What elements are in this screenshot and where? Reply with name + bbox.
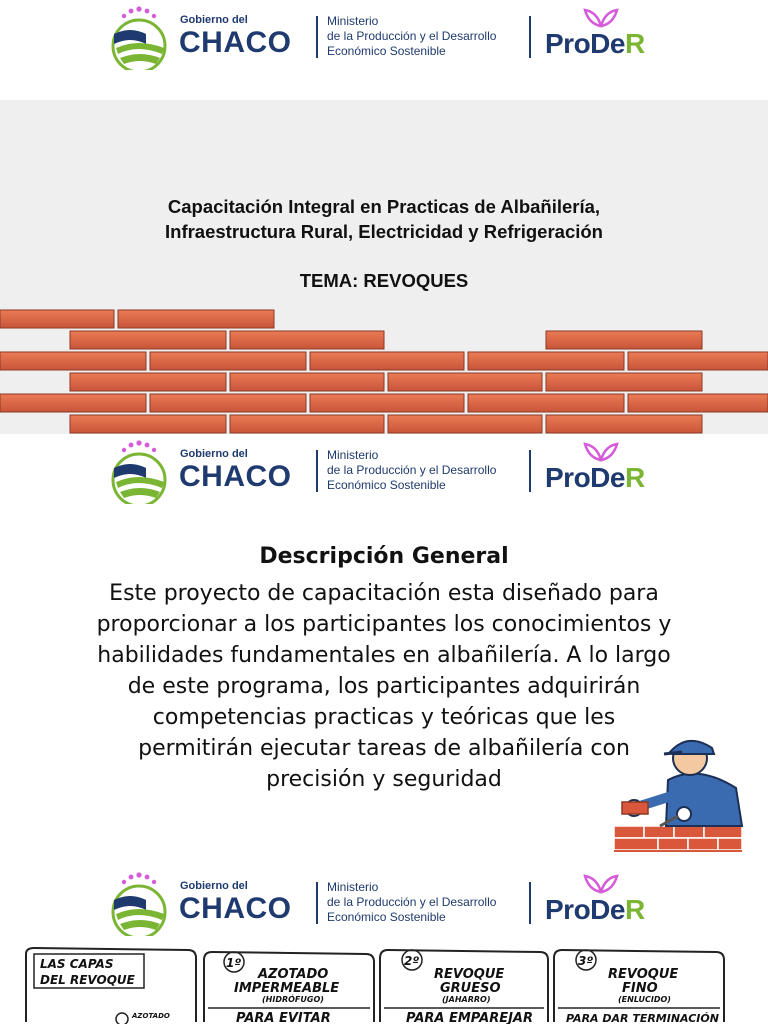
separator — [316, 16, 318, 58]
proder-leaf-icon — [581, 6, 621, 28]
header-banner-2 — [0, 434, 768, 534]
layer-3-subtitle: FINO — [622, 981, 658, 996]
brick-wall-illustration — [0, 308, 768, 434]
separator — [529, 450, 531, 492]
layer-1-purpose: PARA EVITAR — [236, 1011, 331, 1024]
ministerio-text: Ministerio de la Producción y el Desarrollo Económico Sostenible — [327, 448, 497, 492]
layer-2-title: REVOQUE — [434, 967, 505, 982]
layer-2-subtitle: GRUESO — [440, 981, 501, 996]
layer-3-number: 3º — [578, 954, 594, 968]
capas-title-line2: DEL REVOQUE — [40, 973, 135, 987]
proder-leaf-icon — [581, 872, 621, 894]
chaco-text: CHACO — [179, 460, 292, 493]
layer-1-subtitle: IMPERMEABLE — [234, 981, 340, 996]
chaco-logo-icon — [110, 870, 168, 936]
proder-leaf-icon — [581, 440, 621, 462]
chaco-text: CHACO — [179, 26, 292, 59]
slide-title: Capacitación Integral en Practicas de Albañilería, Infraestructura Rural, Electricidad y Refrigeración — [165, 196, 603, 242]
gobierno-text: Gobierno del — [180, 880, 248, 892]
revoque-layers-illustration — [22, 946, 730, 1024]
description-body: Este proyecto de capacitación esta diseñado para proporcionar a los participantes los conocimientos y habilidades fundamentales en albañilería. A lo largo de este programa, los participantes adquirirán competencias practicas y teóricas que les permitirán ejecutar tareas de albañilería con precisión y seguridad — [96, 581, 672, 792]
capas-title-line1: LAS CAPAS — [40, 957, 114, 971]
ministerio-text: Ministerio de la Producción y el Desarrollo Económico Sostenible — [327, 880, 497, 924]
layer-2-purpose: PARA EMPAREJAR — [406, 1011, 534, 1024]
description-heading: Descripción General — [259, 544, 509, 569]
layer-1-title: AZOTADO — [258, 967, 329, 982]
separator — [316, 450, 318, 492]
chaco-logo-icon — [110, 4, 168, 70]
chaco-text: CHACO — [179, 892, 292, 925]
gobierno-text: Gobierno del — [180, 448, 248, 460]
layer-3-note: (ENLUCIDO) — [618, 995, 671, 1004]
gobierno-text: Gobierno del — [180, 14, 248, 26]
ministerio-text: Ministerio de la Producción y el Desarrollo Económico Sostenible — [327, 14, 497, 58]
chaco-logo-icon — [110, 438, 168, 504]
tema-label: TEMA: REVOQUES — [299, 270, 469, 291]
layer-1-number: 1º — [226, 956, 242, 970]
layer-3-title: REVOQUE — [608, 967, 679, 982]
separator — [316, 882, 318, 924]
separator — [529, 16, 531, 58]
layer-2-note: (JAHARRO) — [442, 995, 491, 1004]
layer-3-purpose: PARA DAR TERMINACIÓN — [566, 1012, 719, 1024]
proder-logo-text: ProDeR — [545, 894, 645, 925]
bricklayer-illustration — [608, 734, 748, 858]
capas-azotado-label: AZOTADO — [132, 1012, 170, 1020]
layer-2-number: 2º — [404, 954, 420, 968]
proder-logo-text: ProDeR — [545, 28, 645, 59]
layer-1-note: (HIDRÓFUGO) — [262, 995, 324, 1004]
header-banner-1 — [0, 0, 768, 100]
proder-logo-text: ProDeR — [545, 462, 645, 493]
separator — [529, 882, 531, 924]
title-slide — [0, 100, 768, 434]
